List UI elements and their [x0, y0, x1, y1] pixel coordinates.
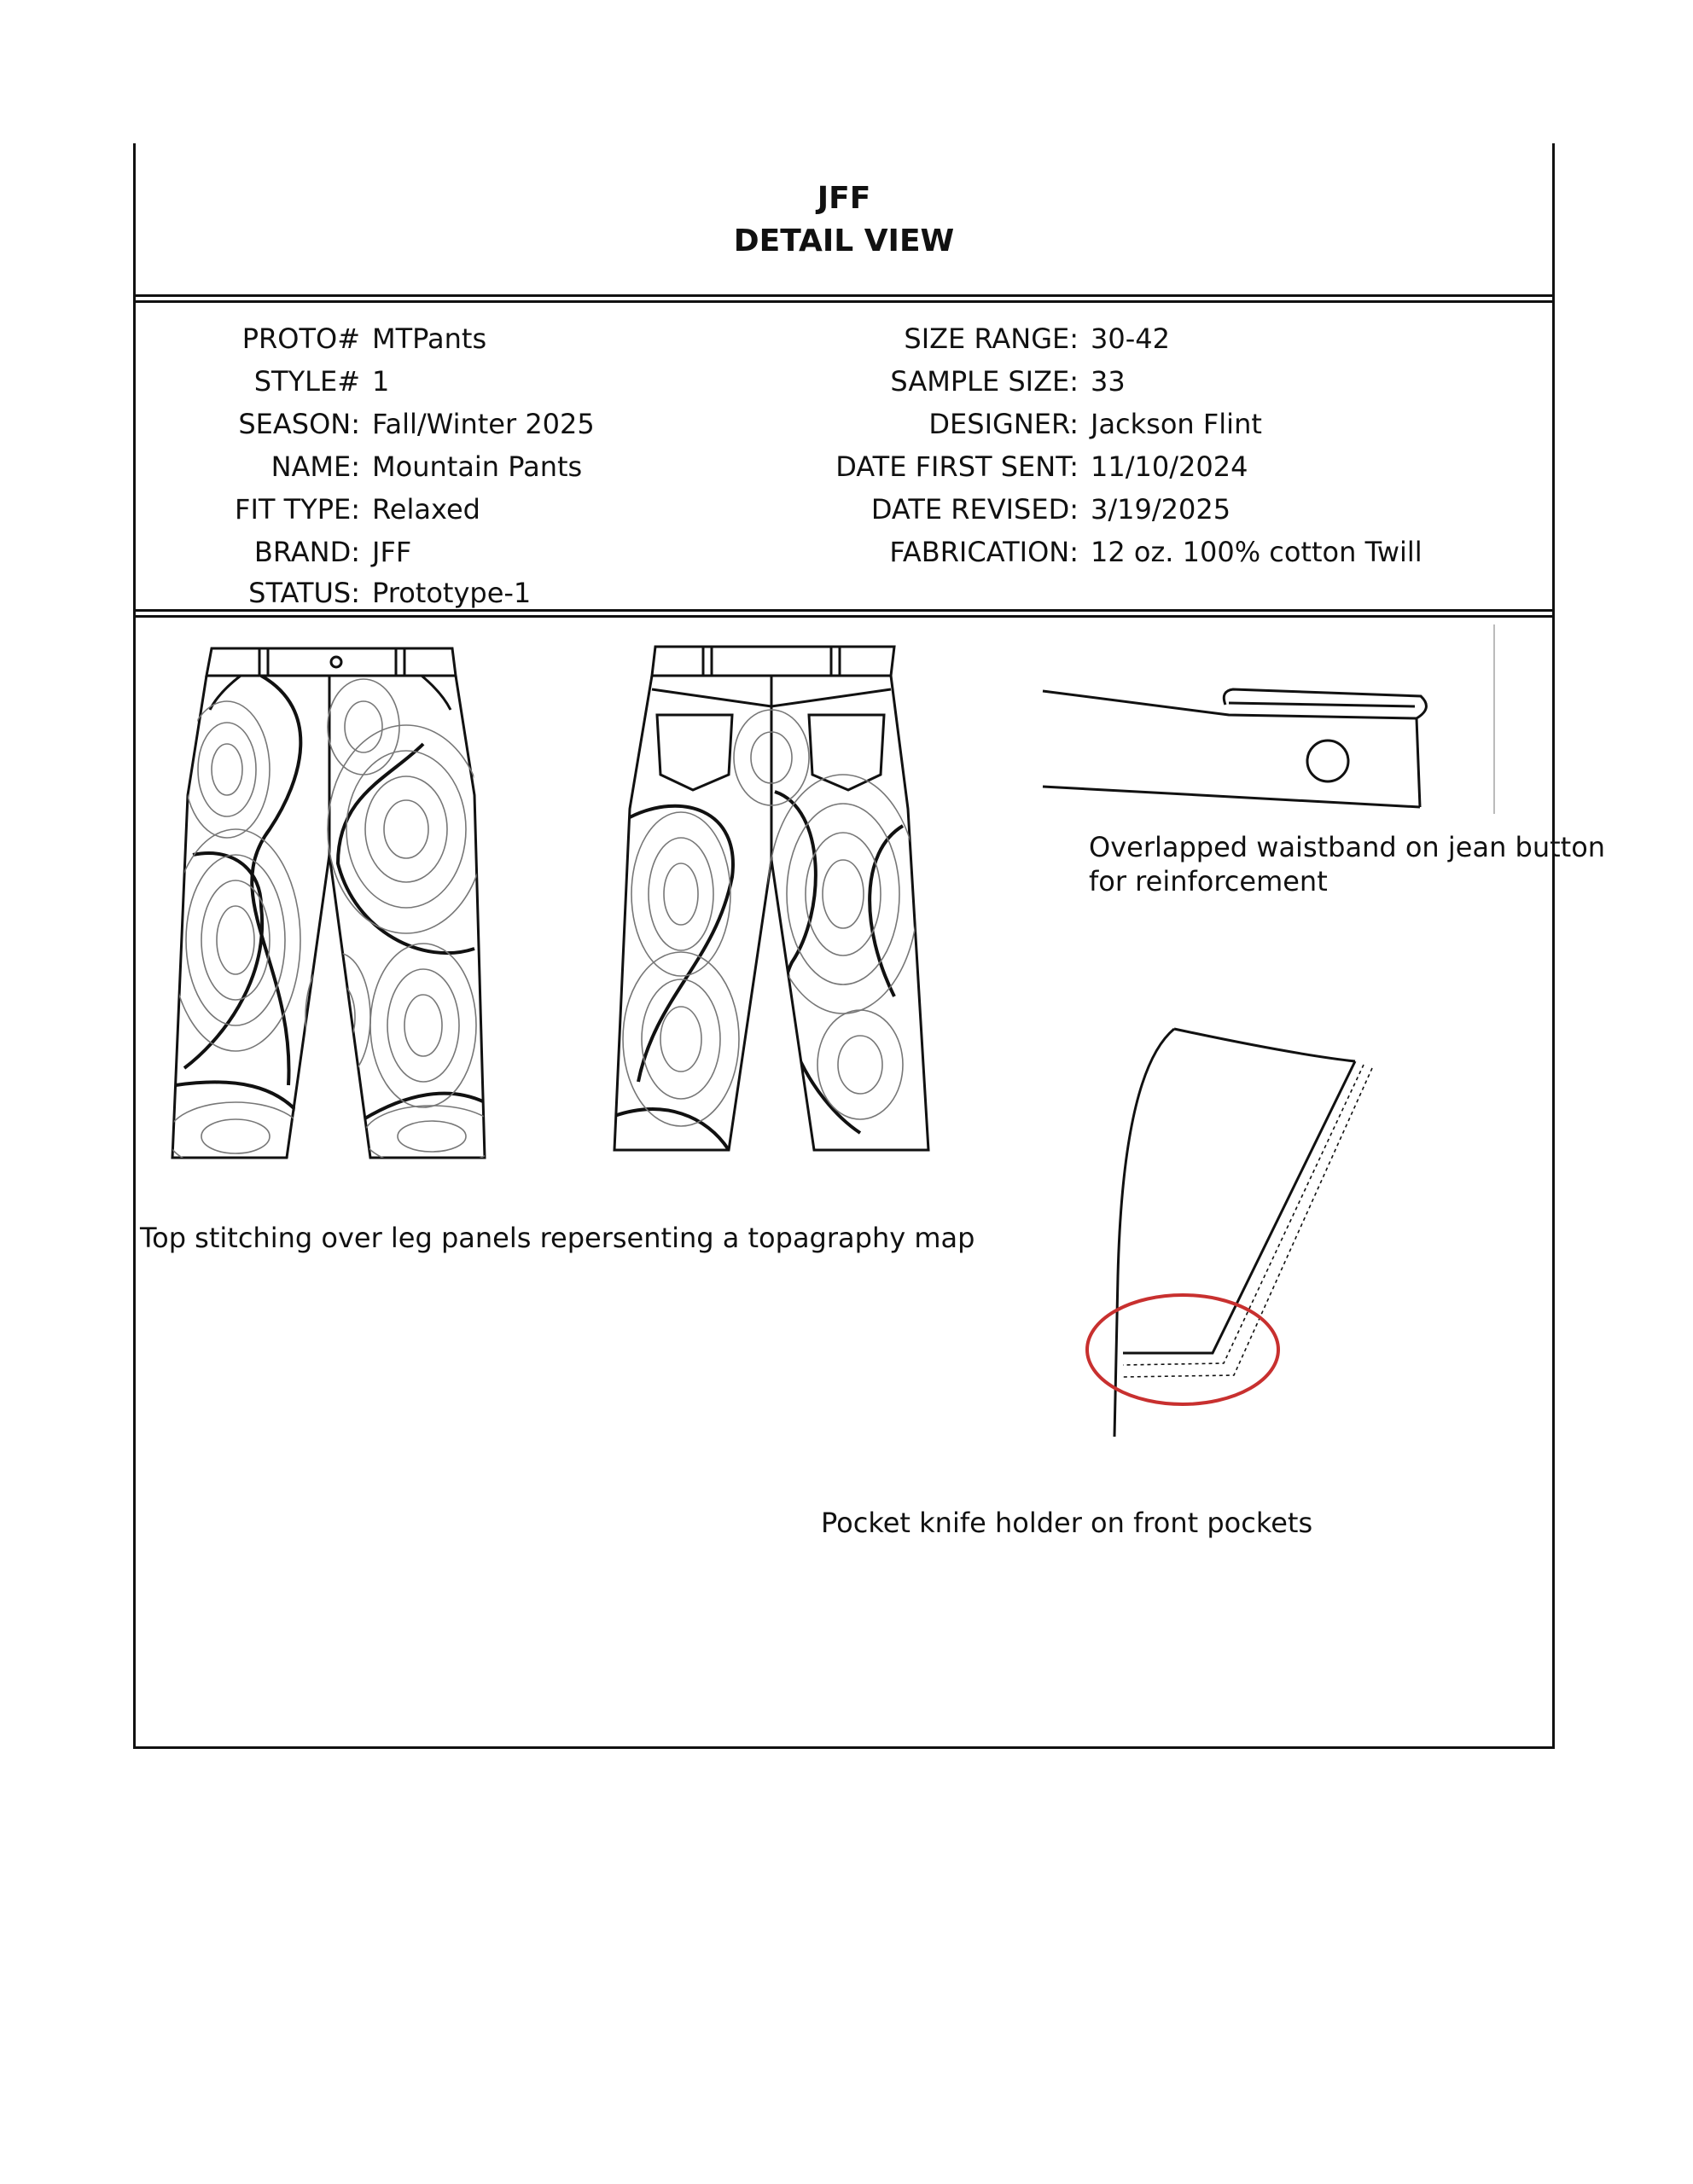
field-label: SEASON:	[238, 408, 360, 440]
field-label: PROTO#	[241, 322, 360, 355]
field-value: 1	[372, 365, 390, 398]
field-value: 33	[1091, 365, 1126, 398]
topography-caption: Top stitching over leg panels repersenting a topagraphy map	[140, 1222, 975, 1254]
field-value: Jackson Flint	[1091, 408, 1262, 440]
field-value: 30-42	[1091, 322, 1170, 355]
page-title: DETAIL VIEW	[733, 224, 955, 258]
front-pants-sketch	[167, 642, 492, 1164]
info-divider-top	[133, 609, 1555, 612]
waistband-detail-sketch	[1041, 623, 1519, 819]
field-value: 11/10/2024	[1091, 450, 1248, 483]
info-divider-bottom	[133, 615, 1555, 618]
field-label: DESIGNER:	[928, 408, 1079, 440]
header-divider-top	[133, 294, 1555, 297]
brand-title: JFF	[817, 181, 871, 216]
knife-holder-detail-sketch	[1080, 1020, 1405, 1447]
field-value: Relaxed	[372, 493, 480, 526]
field-value: 3/19/2025	[1091, 493, 1231, 526]
field-value: MTPants	[372, 322, 487, 355]
field-value: Mountain Pants	[372, 450, 583, 483]
field-value: JFF	[372, 536, 412, 568]
field-value: 12 oz. 100% cotton Twill	[1091, 536, 1422, 568]
field-label: NAME:	[271, 450, 360, 483]
field-label: SAMPLE SIZE:	[890, 365, 1079, 398]
field-label: SIZE RANGE:	[904, 322, 1079, 355]
waistband-caption-line1: Overlapped waistband on jean button	[1089, 831, 1606, 863]
field-label: DATE REVISED:	[870, 493, 1079, 526]
field-value: Fall/Winter 2025	[372, 408, 595, 440]
header-divider-bottom	[133, 300, 1555, 303]
field-label: FABRICATION:	[889, 536, 1079, 568]
field-label: STYLE#	[253, 365, 360, 398]
field-label: DATE FIRST SENT:	[835, 450, 1079, 483]
knife-holder-caption: Pocket knife holder on front pockets	[821, 1507, 1313, 1539]
field-value: Prototype-1	[372, 577, 532, 609]
field-label: STATUS:	[248, 577, 360, 609]
field-label: FIT TYPE:	[235, 493, 360, 526]
waistband-caption-line2: for reinforcement	[1089, 865, 1328, 897]
back-pants-sketch	[604, 638, 939, 1164]
field-label: BRAND:	[253, 536, 360, 568]
